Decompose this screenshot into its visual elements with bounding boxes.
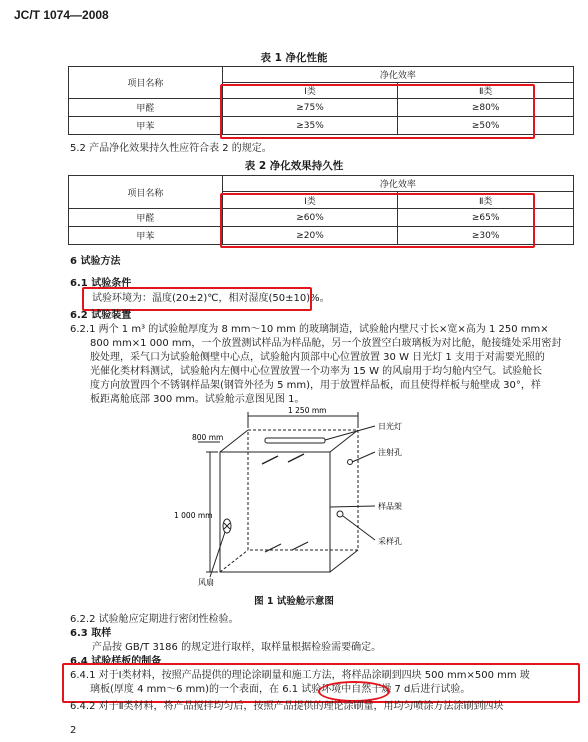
table-cell: ≥75%	[222, 99, 398, 117]
text-line: 6.4.1 对于Ⅰ类材料，按照产品提供的理论涂刷量和施工方法，将样品涂刷到四块 500 mm×500 mm 玻	[70, 670, 530, 681]
table-cell: ≥20%	[222, 227, 398, 245]
figure1-caption: 图 1 试验舱示意图	[254, 596, 334, 607]
inject-hole-label: 注射孔	[378, 448, 402, 457]
dimension-length-label: 1 250 mm	[288, 406, 327, 415]
table-cell: ≥35%	[222, 117, 398, 135]
text-line: 800 mm×1 000 mm，一个放置测试样品为样品舱，另一个放置空白玻璃板为对比舱，舱接缝处采用密封	[90, 338, 562, 349]
section-6-4-title: 6.4 试验样板的制备	[70, 656, 162, 667]
clause-6-2-2: 6.2.2 试验舱应定期进行密闭性检验。	[70, 614, 239, 625]
sampling-hole-label: 采样孔	[378, 537, 402, 546]
highlight-box	[220, 84, 535, 139]
highlight-box	[220, 193, 535, 248]
table-cell: 甲醛	[69, 99, 223, 117]
text-line: 板距离舱底部 300 mm。试验舱示意图见图 1。	[90, 394, 305, 405]
table-cell: ≥65%	[398, 209, 574, 227]
text-line: 光催化类材料测试，试验舱内左侧中心位置放置一个功率为 15 W 的风扇用于均匀舱内空气。试验舱长	[90, 366, 543, 377]
table-cell: 甲醛	[69, 209, 223, 227]
sampling-text: 产品按 GB/T 3186 的规定进行取样，取样量根据检验需要确定。	[92, 642, 382, 653]
text-span: 璃板(厚度 4 mm～6 mm)的一个表面，在 6.1 试验环境中	[90, 684, 352, 695]
text-line: 度方向放置四个不锈钢样品架(钢管外径为 5 mm)，用于放置样品板，而且使得样板与舱壁成 30°，样	[90, 380, 541, 391]
clause-5-2: 5.2 产品净化效果持久性应符合表 2 的规定。	[70, 143, 272, 154]
text-span: 后进行试验。	[410, 684, 471, 695]
text-line: 6.2.1 两个 1 m³ 的试验舱厚度为 8 mm～10 mm 的玻璃制造，试验舱内壁尺寸长×宽×高为 1 250 mm×	[70, 324, 549, 335]
clause-6-2-1	[70, 323, 580, 407]
page-number: 2	[70, 725, 77, 736]
sample-rack-label: 样品架	[378, 502, 402, 511]
dimension-height-label: 1 000 mm	[174, 511, 213, 520]
table-cell: ≥80%	[398, 99, 574, 117]
section-6-title: 6 试验方法	[70, 256, 121, 267]
dimension-width-label: 800 mm	[192, 433, 224, 442]
table1-item-header: 项目名称	[69, 67, 223, 99]
table1-class1-header: Ⅰ类	[222, 83, 398, 99]
table-cell: ≥30%	[398, 227, 574, 245]
lamp-label: 日光灯	[378, 422, 402, 431]
test-conditions-text: 试验环境为：温度(20±2)℃，相对湿度(50±10)%。	[92, 293, 330, 304]
table-cell: ≥60%	[222, 209, 398, 227]
table-cell: ≥50%	[398, 117, 574, 135]
table1-class2-header: Ⅱ类	[398, 83, 574, 99]
table-cell: 甲苯	[69, 227, 223, 245]
drying-time-text: 自然干燥 7 d	[351, 684, 411, 695]
table1-caption: 表 1 净化性能	[260, 52, 328, 64]
section-6-2-title: 6.2 试验装置	[70, 310, 132, 321]
highlight-box	[62, 663, 580, 703]
highlight-box	[82, 287, 312, 311]
table2-class2-header: Ⅱ类	[398, 192, 574, 209]
table2-class1-header: Ⅰ类	[222, 192, 398, 209]
test-chamber-diagram	[170, 402, 470, 590]
highlight-ellipse	[318, 681, 390, 702]
table1-efficiency-header: 净化效率	[222, 67, 573, 83]
text-line: 胶处理，采气口为试验舱侧壁中心点，试验舱内顶部中心位置放置 30 W 日光灯 1 支用于对需要光照的	[90, 352, 545, 363]
table2-efficiency-header: 净化效率	[222, 176, 573, 192]
section-6-3-title: 6.3 取样	[70, 628, 112, 639]
table-cell: 甲苯	[69, 117, 223, 135]
clause-6-4-2: 6.4.2 对于Ⅱ类材料，将产品搅拌均匀后，按照产品提供的理论涂刷量，用均匀喷涂方法涂刷到四块	[70, 701, 504, 712]
section-6-1-title: 6.1 试验条件	[70, 278, 132, 289]
table2-item-header: 项目名称	[69, 176, 223, 209]
standard-code: JC/T 1074—2008	[14, 8, 109, 22]
table2-caption: 表 2 净化效果持久性	[244, 160, 344, 172]
fan-label: 风扇	[198, 578, 214, 587]
